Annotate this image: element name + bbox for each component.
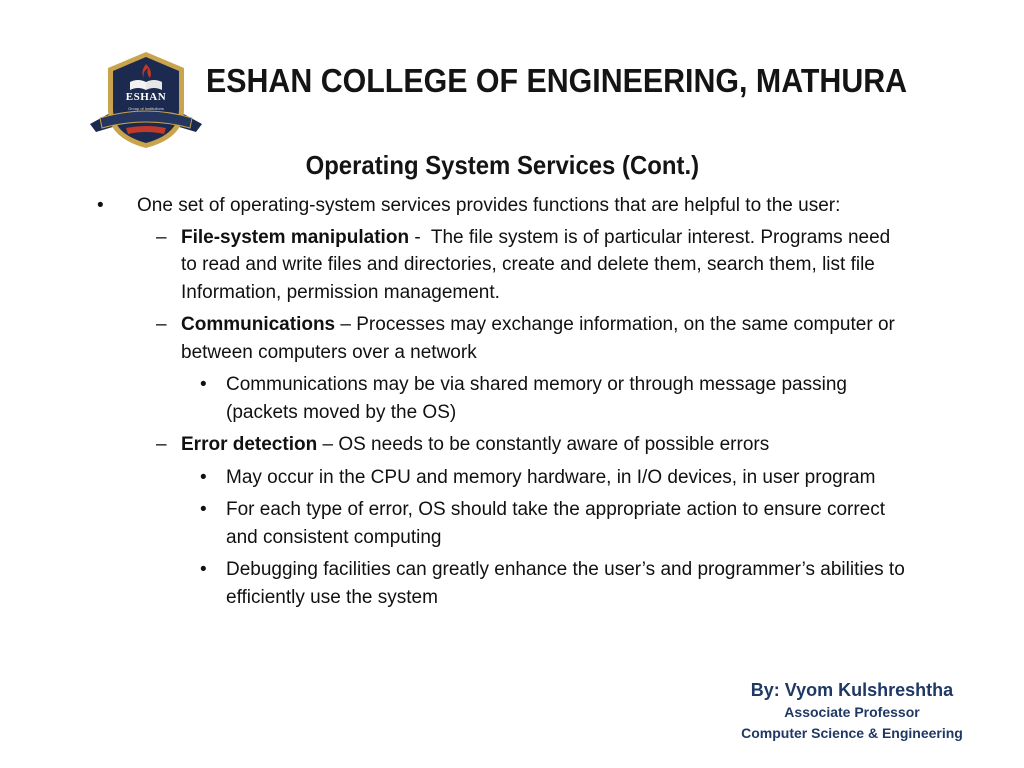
college-logo [86, 48, 206, 152]
dash-marker: – [156, 434, 167, 455]
bullet-marker: • [200, 374, 207, 395]
item-term: Error detection [181, 434, 318, 455]
intro-text: One set of operating-system services provides functions that are helpful to the user: [137, 195, 841, 216]
item-file-system [156, 224, 904, 307]
item-term: File-system manipulation [181, 226, 410, 248]
dash-marker: – [156, 314, 167, 335]
item-term: Communications [181, 314, 336, 335]
item-error-detection [156, 431, 904, 459]
subitem-text: Communications may be via shared memory or through message passing (packets moved by the OS) [226, 374, 847, 423]
bullet-marker: • [200, 466, 207, 488]
logo-text: ESHAN [125, 91, 167, 103]
author-designation: Associate Professor [784, 704, 920, 720]
item-sep: – [317, 434, 339, 455]
item-text: The file system is of particular interest. Programs need to read and write files and directories, create and delete them, search them, list file Information, permission management. [181, 226, 891, 303]
subitem-text: For each type of error, OS should take the appropriate action to ensure correct and consistent computing [226, 499, 886, 548]
subitem-error-2 [200, 496, 914, 551]
slide-body [0, 192, 1024, 616]
subitem-text: May occur in the CPU and memory hardware, in I/O devices, in user program [226, 466, 876, 488]
item-sep: – [335, 314, 357, 335]
bullet-marker: • [200, 499, 207, 520]
subitem-text: Debugging facilities can greatly enhance the user’s and programmer’s abilities to efficiently use the system [226, 559, 905, 608]
bullet-marker: • [97, 195, 104, 216]
author-footer [722, 678, 982, 744]
author-name: By: Vyom Kulshreshtha [750, 680, 954, 700]
slide-title: Operating System Services (Cont.) [305, 150, 700, 180]
subitem-communications-1 [200, 371, 914, 426]
logo-subtext: Group of Institutions [128, 106, 164, 111]
item-text: Processes may exchange information, on the same computer or between computers over a network [181, 314, 895, 363]
author-department: Computer Science & Engineering [741, 725, 963, 741]
dash-marker: – [156, 226, 167, 248]
bullet-intro [97, 192, 924, 220]
item-sep: - [409, 226, 431, 248]
subitem-error-1 [200, 464, 914, 492]
bullet-marker: • [200, 559, 207, 580]
item-communications [156, 311, 904, 366]
item-text: OS needs to be constantly aware of possible errors [338, 434, 770, 455]
subitem-error-3 [200, 556, 914, 611]
college-name-heading: ESHAN COLLEGE OF ENGINEERING, MATHURA [206, 62, 908, 99]
